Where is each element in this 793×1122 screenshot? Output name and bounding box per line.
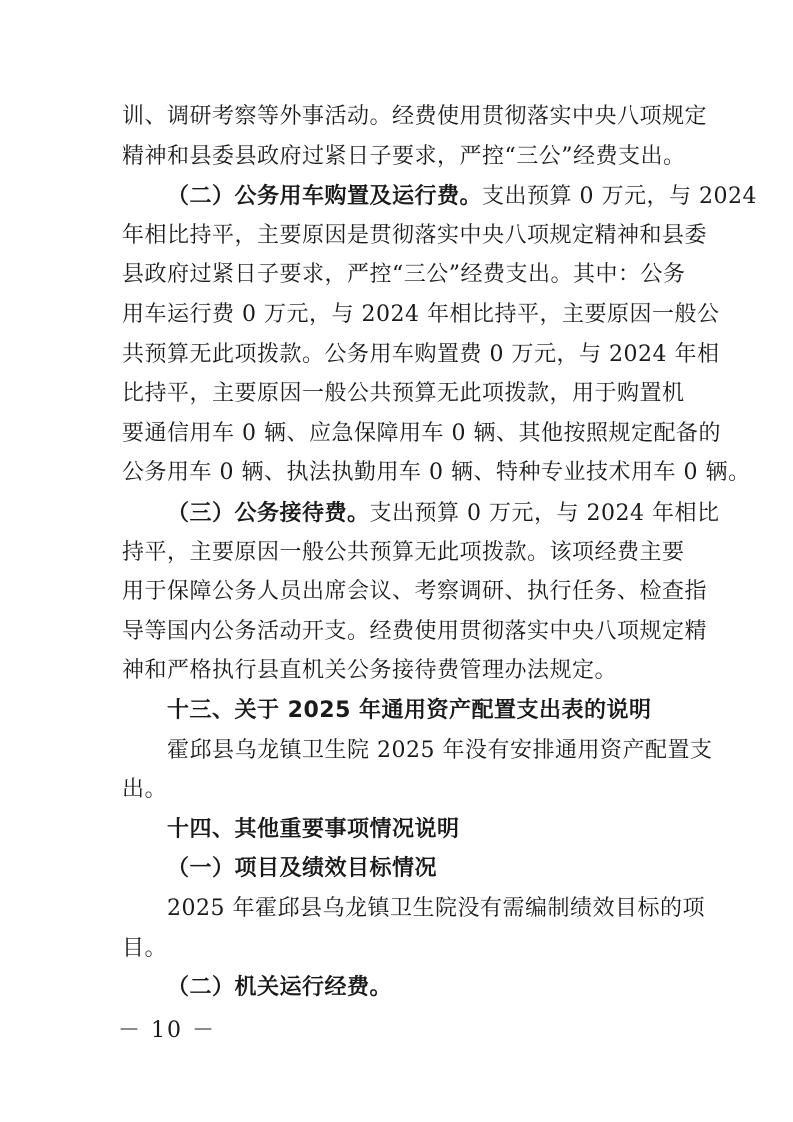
paragraph-line: 县政府过紧日子要求，严控“三公”经费支出。其中：公务 [122,262,686,287]
paragraph-line: 用车运行费 0 万元，与 2024 年相比持平，主要原因一般公 [122,302,720,327]
paragraph-line: 神和严格执行县直机关公务接待费管理办法规定。 [122,658,618,683]
paragraph-line: 共预算无此项拨款。公务用车购置费 0 万元，与 2024 年相 [122,342,720,367]
section-heading-inline: （二）公务用车购置及运行费。 [167,183,483,209]
paragraph-line: 导等国内公务活动开支。经费使用贯彻落实中央八项规定精 [122,619,708,644]
section-heading: 十三、关于 2025 年通用资产配置支出表的说明 [167,698,652,723]
paragraph-line: 精神和县委县政府过紧日子要求，严控“三公”经费支出。 [122,144,686,169]
paragraph-line: （三）公务接待费。支出预算 0 万元，与 2024 年相比 [167,500,720,526]
section-heading-inline: （三）公务接待费。 [167,500,370,526]
paragraph-line: 持平，主要原因一般公共预算无此项拨款。该项经费主要 [122,540,685,565]
paragraph-line: 要通信用车 0 辆、应急保障用车 0 辆、其他按照规定配备的 [122,421,721,446]
paragraph-line: 2025 年霍邱县乌龙镇卫生院没有需编制绩效目标的项 [167,896,705,921]
subsection-heading: （二）机关运行经费。 [167,975,393,1000]
paragraph-line: 比持平，主要原因一般公共预算无此项拨款，用于购置机 [122,381,685,406]
paragraph-line: 出。 [122,777,168,802]
paragraph-line: 年相比持平，主要原因是贯彻落实中央八项规定精神和县委 [122,223,708,248]
paragraph-line: 用于保障公务人员出席会议、考察调研、执行任务、检查指 [122,579,708,604]
paragraph-line: （二）公务用车购置及运行费。支出预算 0 万元，与 2024 [167,183,757,209]
paragraph-line: 公务用车 0 辆、执法执勤用车 0 辆、特种专业技术用车 0 辆。 [122,460,751,485]
paragraph-line: 霍邱县乌龙镇卫生院 2025 年没有安排通用资产配置支 [167,738,713,763]
page-number: － 10 － [118,1018,216,1043]
paragraph-line: 目。 [122,936,168,961]
subsection-heading: （一）项目及绩效目标情况 [167,856,438,881]
paragraph-line: 训、调研考察等外事活动。经费使用贯彻落实中央八项规定 [122,104,708,129]
section-heading: 十四、其他重要事项情况说明 [167,817,460,842]
